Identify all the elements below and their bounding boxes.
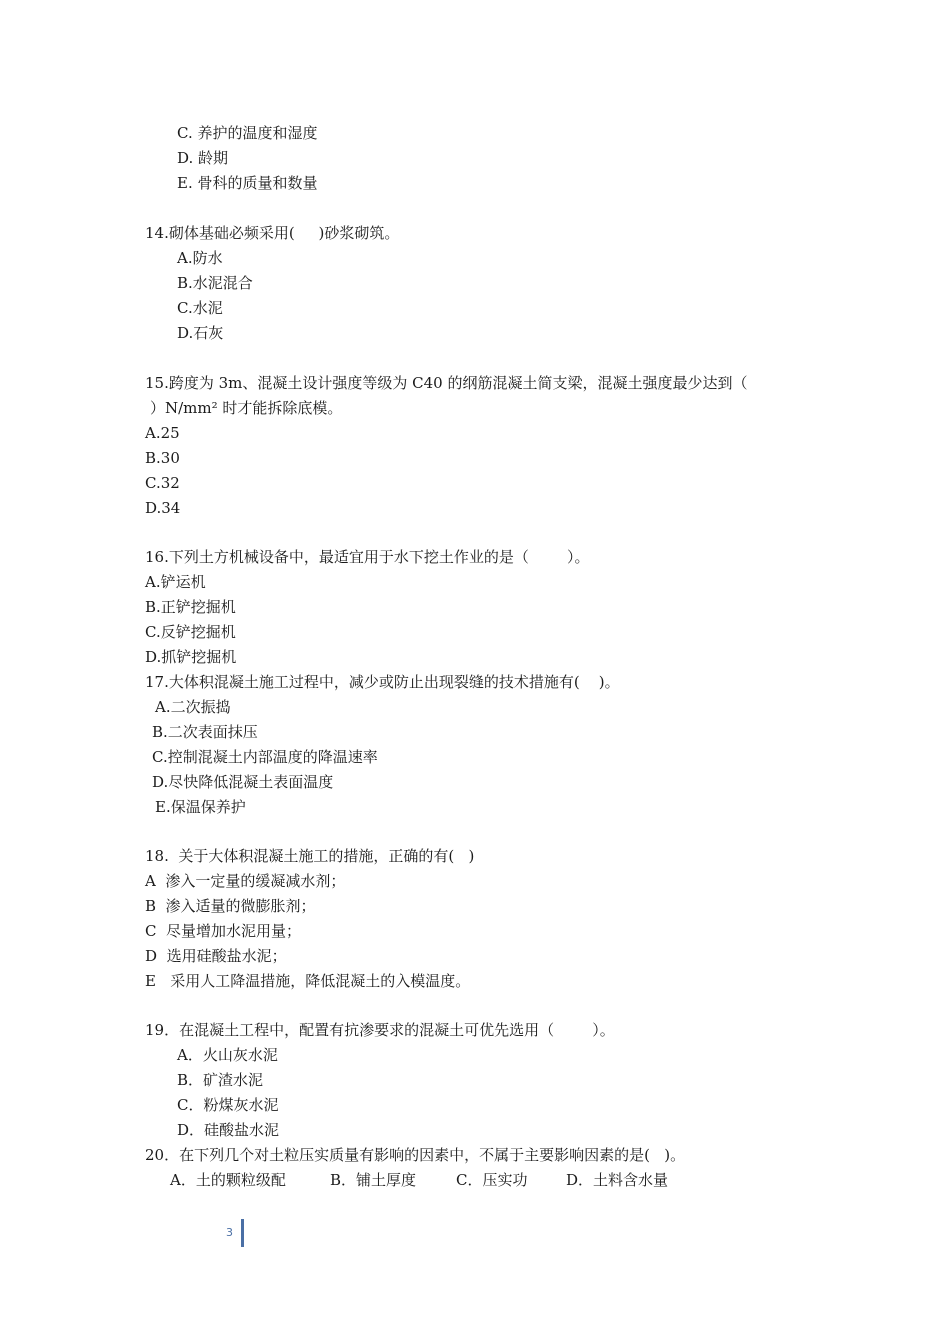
q19-option-a: A．火山灰水泥: [177, 1046, 278, 1064]
q17-option-c: C.控制混凝土内部温度的降温速率: [152, 748, 378, 766]
q19-option-c: C．粉煤灰水泥: [177, 1096, 279, 1114]
q17-option-a: A.二次振捣: [155, 698, 231, 716]
q18-stem: 18. 关于大体积混凝土施工的措施，正确的有( ): [145, 847, 475, 865]
q19-option-d: D．硅酸盐水泥: [177, 1121, 280, 1139]
q15-stem-line1: 15.跨度为 3m、混凝土设计强度等级为 C40 的纲筋混凝土简支梁，混凝土强度最少达到（: [145, 374, 748, 392]
q15-option-c: C.32: [145, 474, 180, 492]
page-number: 3: [226, 1226, 233, 1239]
q15-option-b: B.30: [145, 449, 180, 467]
q16-option-c: C.反铲挖掘机: [145, 623, 236, 641]
q18-option-e: E 采用人工降温措施，降低混凝土的入模温度。: [145, 972, 471, 990]
q20-stem: 20．在下列几个对土粒压实质量有影响的因素中，不属于主要影响因素的是( )。: [145, 1146, 686, 1164]
q14-option-b: B.水泥混合: [177, 274, 253, 292]
q18-option-d: D 选用硅酸盐水泥；: [145, 947, 287, 965]
q16-option-b: B.正铲挖掘机: [145, 598, 236, 616]
q17-stem: 17.大体积混凝土施工过程中，减少或防止出现裂缝的技术措施有( )。: [145, 673, 620, 691]
q14-option-c: C.水泥: [177, 299, 223, 317]
q13-option-c: C. 养护的温度和湿度: [177, 124, 318, 142]
q15-option-d: D.34: [145, 499, 181, 517]
footer-divider: [241, 1219, 244, 1247]
q20-option-c: C．压实功: [456, 1171, 528, 1189]
q17-option-d: D.尽快降低混凝土表面温度: [152, 773, 334, 791]
q13-option-e: E. 骨科的质量和数量: [177, 174, 318, 192]
q20-option-a: A．土的颗粒级配: [170, 1171, 286, 1189]
q14-option-d: D.石灰: [177, 324, 224, 342]
q18-option-c: C 尽量增加水泥用量；: [145, 922, 302, 940]
q17-option-b: B.二次表面抹压: [152, 723, 258, 741]
q17-option-e: E.保温保养护: [155, 798, 246, 816]
q13-option-d: D. 龄期: [177, 149, 229, 167]
q20-option-b: B．铺土厚度: [330, 1171, 417, 1189]
q19-option-b: B．矿渣水泥: [177, 1071, 264, 1089]
q18-option-b: B 渗入适量的微膨胀剂；: [145, 897, 316, 915]
q16-option-a: A.铲运机: [145, 573, 206, 591]
q15-stem-line2: ）N/mm² 时才能拆除底模。: [150, 399, 343, 417]
q14-stem: 14.砌体基础必频采用( )砂浆砌筑。: [145, 224, 400, 242]
q14-option-a: A.防水: [177, 249, 223, 267]
q16-stem: 16.下列土方机械设备中，最适宜用于水下挖土作业的是（ ）。: [145, 548, 590, 566]
q20-option-d: D．土料含水量: [566, 1171, 669, 1189]
q18-option-a: A 渗入一定量的缓凝减水剂；: [145, 872, 346, 890]
q19-stem: 19．在混凝土工程中，配置有抗渗要求的混凝土可优先选用（ ）。: [145, 1021, 615, 1039]
q15-option-a: A.25: [145, 424, 180, 442]
q16-option-d: D.抓铲挖掘机: [145, 648, 237, 666]
